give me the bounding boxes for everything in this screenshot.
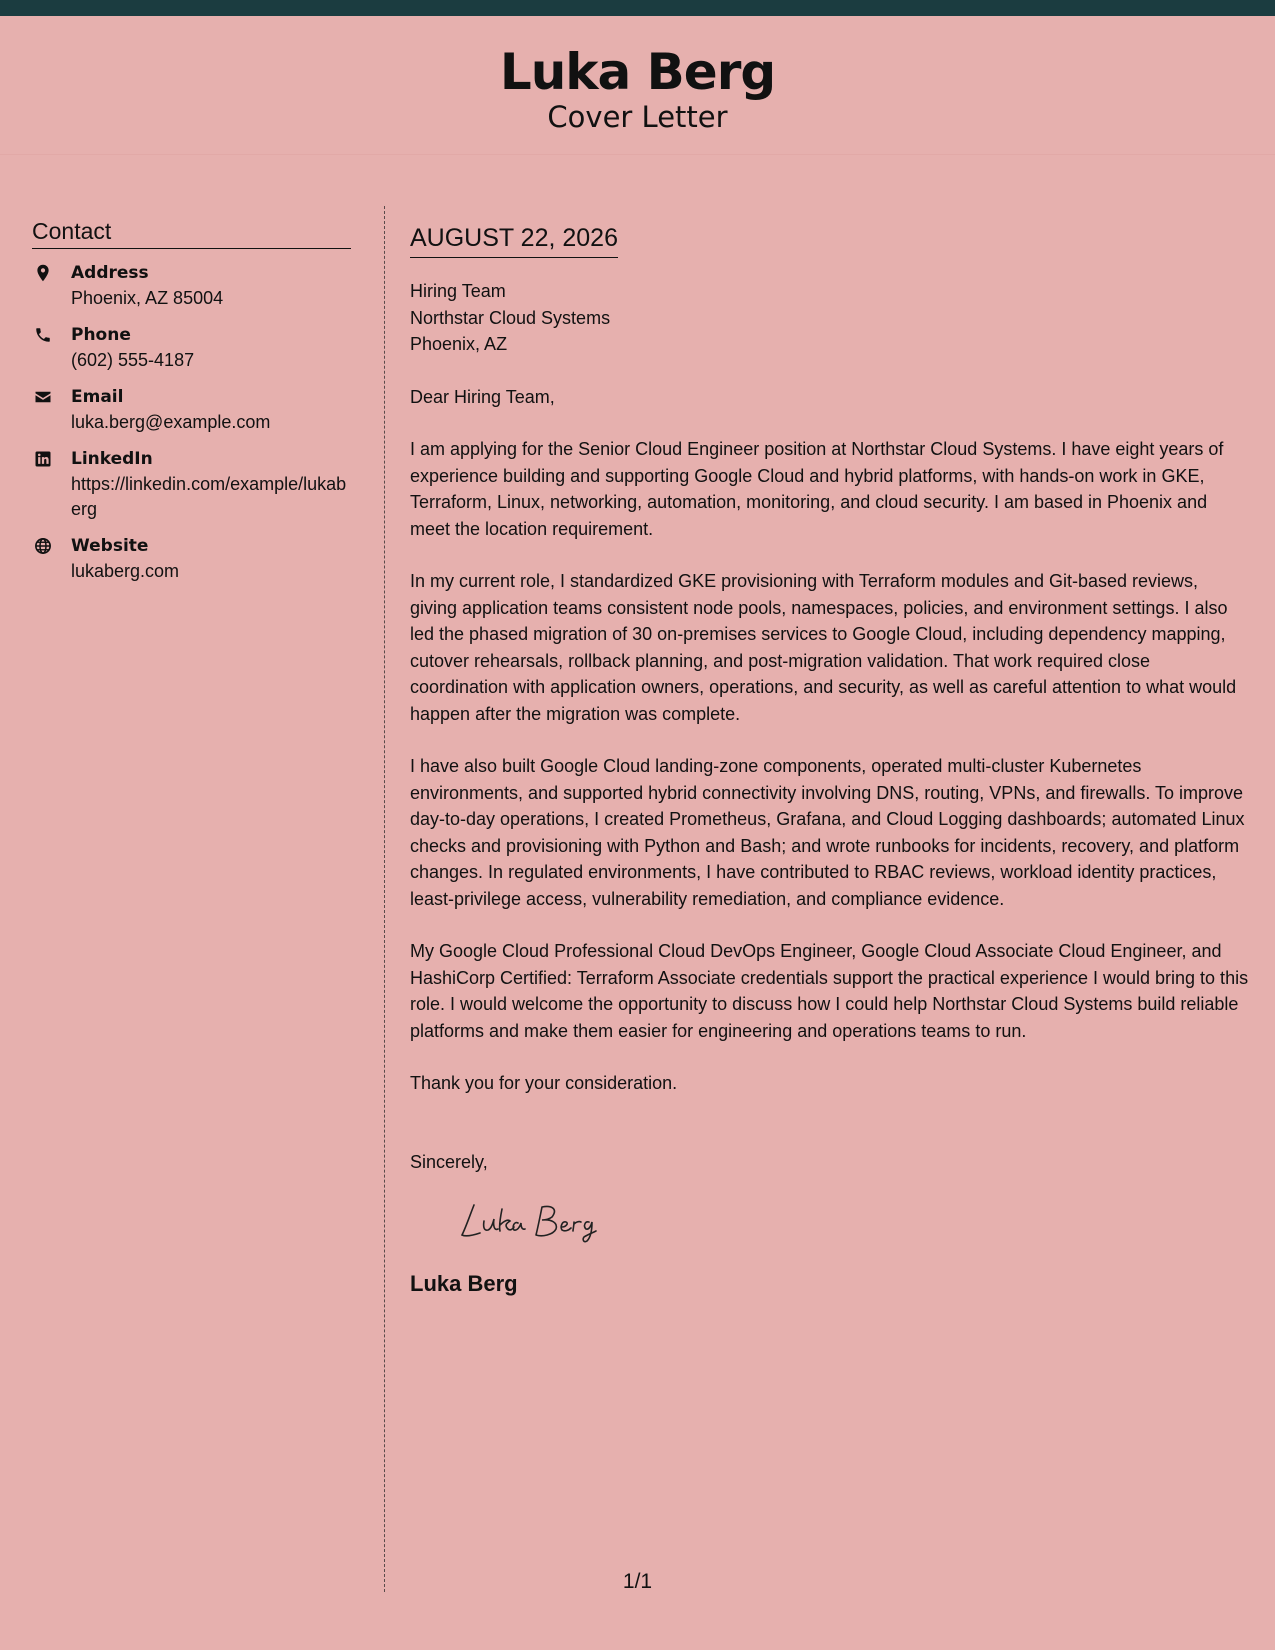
contact-heading: Contact — [32, 218, 351, 249]
contact-item-email — [32, 385, 351, 435]
column-divider — [384, 206, 385, 1592]
contact-label: Website — [71, 536, 149, 556]
handwritten-signature — [456, 1195, 626, 1247]
contact-item-linkedin — [32, 447, 351, 522]
letter-paragraph: In my current role, I standardized GKE provisioning with Terraform modules and Git-based reviews, giving application teams consistent node pools, namespaces, policies, and environment settings. I also led the phased migration of 30 on-premises services to Google Cloud, including dependency mapping, cutover rehearsals, rollback planning, and post-migration validation. That work required close coordination with application owners, operations, and security, as well as careful attention to what would happen after the migration was complete. — [410, 571, 1237, 724]
map-pin-icon — [34, 264, 52, 282]
closing-line: Sincerely, — [410, 1151, 488, 1172]
contact-value: Phoenix, AZ 85004 — [71, 288, 224, 308]
envelope-icon — [34, 388, 52, 406]
letter-paragraph: My Google Cloud Professional Cloud DevOps Engineer, Google Cloud Associate Cloud Engineer, and HashiCorp Certified: Terraform Associate credentials support the practical experience I would bring to this role. I would welcome the opportunity to discuss how I could help Northstar Cloud Systems build reliable platforms and make them easier for engineering and operations teams to run. — [410, 941, 1249, 1041]
recipient-line: Hiring Team — [410, 281, 506, 301]
contact-label: LinkedIn — [71, 449, 153, 469]
letter-paragraph: I have also built Google Cloud landing-zone components, operated multi-cluster Kubernetes environments, and supported hybrid connectivity involving DNS, routing, VPNs, and firewalls. To improve day-to-day operations, I created Prometheus, Grafana, and Cloud Logging dashboards; automated Linux checks and provisioning with Python and Bash; and wrote runbooks for incidents, recovery, and platform changes. In regulated environments, I have contributed to RBAC reviews, workload identity practices, least-privilege access, vulnerability remediation, and compliance evidence. — [410, 756, 1245, 909]
contact-value[interactable]: lukaberg.com — [71, 561, 180, 581]
contact-item-phone — [32, 323, 351, 373]
salutation: Dear Hiring Team, — [410, 386, 555, 407]
page-header — [0, 16, 1275, 155]
letter-date: AUGUST 22, 2026 — [410, 222, 618, 258]
contact-item-website — [32, 534, 351, 584]
linkedin-icon — [34, 450, 52, 468]
contact-item-address — [32, 261, 351, 311]
contact-sidebar — [32, 218, 351, 584]
globe-icon — [34, 537, 52, 555]
contact-value: (602) 555-4187 — [71, 350, 195, 370]
contact-value[interactable]: luka.berg@example.com — [71, 412, 271, 432]
letter-paragraph: Thank you for your consideration. — [410, 1073, 678, 1093]
contact-value[interactable]: https://linkedin.com/example/lukaberg — [71, 474, 347, 519]
recipient-line: Northstar Cloud Systems — [410, 307, 611, 328]
contact-label: Phone — [71, 325, 131, 345]
contact-label: Email — [71, 387, 124, 407]
contact-label: Address — [71, 263, 149, 283]
top-accent-bar — [0, 0, 1275, 16]
document-subtitle: Cover Letter — [547, 100, 728, 134]
letter-body — [410, 222, 1250, 1297]
letter-paragraph: I am applying for the Senior Cloud Engineer position at Northstar Cloud Systems. I have eight years of experience building and supporting Google Cloud and hybrid platforms, with hands-on work in GKE, Terraform, Linux, networking, automation, monitoring, and cloud security. I am based in Phoenix and meet the location requirement. — [410, 439, 1224, 539]
recipient-line: Phoenix, AZ — [410, 334, 508, 354]
signer-name: Luka Berg — [410, 1270, 518, 1296]
recipient-block — [410, 278, 1250, 358]
page-number: 1/1 — [622, 1570, 653, 1593]
applicant-name: Luka Berg — [499, 43, 776, 101]
phone-icon — [34, 326, 52, 344]
